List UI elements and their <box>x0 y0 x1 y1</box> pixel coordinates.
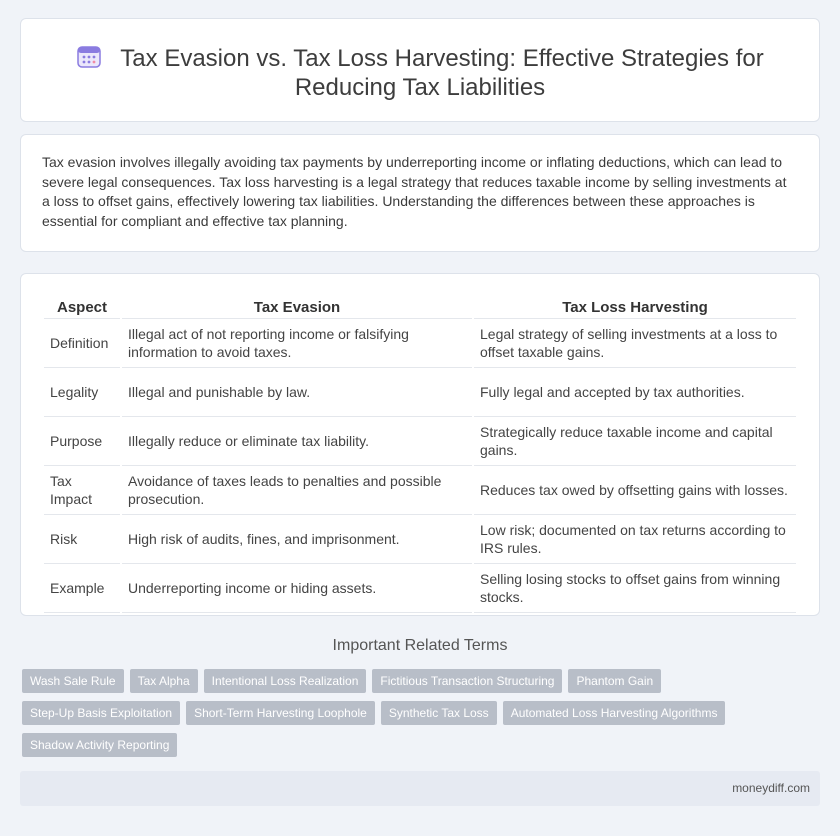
comparison-card <box>20 273 820 616</box>
tag-tax-alpha[interactable]: Tax Alpha <box>130 669 198 693</box>
row-aspect: Definition <box>44 319 120 368</box>
title-line-1: Tax Evasion vs. Tax Loss Harvesting: Effective Strategies for <box>120 45 764 72</box>
calendar-icon <box>76 43 102 69</box>
tag-automated-loss-harvesting-algorithms[interactable]: Automated Loss Harvesting Algorithms <box>503 701 726 725</box>
tag-shadow-activity-reporting[interactable]: Shadow Activity Reporting <box>22 733 177 757</box>
table-header-row <box>44 294 796 319</box>
table-row <box>44 417 796 466</box>
related-terms-heading: Important Related Terms <box>332 637 508 654</box>
row-tax-loss-harvesting: Fully legal and accepted by tax authorities. <box>474 368 796 417</box>
row-tax-loss-harvesting: Strategically reduce taxable income and capital gains. <box>474 417 796 466</box>
row-tax-evasion: Avoidance of taxes leads to penalties and possible prosecution. <box>122 466 472 515</box>
row-tax-loss-harvesting: Selling losing stocks to offset gains from winning stocks. <box>474 564 796 613</box>
row-tax-loss-harvesting: Reduces tax owed by offsetting gains with losses. <box>474 466 796 515</box>
tag-synthetic-tax-loss[interactable]: Synthetic Tax Loss <box>381 701 497 725</box>
row-aspect: Example <box>44 564 120 613</box>
intro-paragraph: Tax evasion involves illegally avoiding tax payments by underreporting income or inflating deductions, which can lead to severe legal consequences. Tax loss harvesting is a legal strategy that reduces taxable income by selling investments at a loss to offset gains, effectively lowering tax liabilities. Understanding the differences between these approaches is essential for compliant and effective tax planning. <box>42 154 787 229</box>
row-tax-loss-harvesting: Low risk; documented on tax returns according to IRS rules. <box>474 515 796 564</box>
page-title <box>21 43 819 102</box>
row-aspect: Tax Impact <box>44 466 120 515</box>
footer <box>20 771 820 806</box>
header-aspect: Aspect <box>44 294 120 319</box>
row-aspect: Purpose <box>44 417 120 466</box>
tag-row <box>22 669 822 693</box>
tag-fictitious-transaction-structuring[interactable]: Fictitious Transaction Structuring <box>372 669 562 693</box>
row-aspect: Legality <box>44 368 120 417</box>
row-tax-loss-harvesting: Legal strategy of selling investments at a loss to offset taxable gains. <box>474 319 796 368</box>
tag-row <box>22 701 822 725</box>
table-row <box>44 515 796 564</box>
table-row <box>44 319 796 368</box>
tag-intentional-loss-realization[interactable]: Intentional Loss Realization <box>204 669 367 693</box>
title-line-2: Reducing Tax Liabilities <box>294 74 546 101</box>
title-card <box>20 18 820 122</box>
tag-wash-sale-rule[interactable]: Wash Sale Rule <box>22 669 124 693</box>
tag-short-term-harvesting-loophole[interactable]: Short-Term Harvesting Loophole <box>186 701 375 725</box>
tag-row <box>22 733 822 757</box>
related-terms-tags <box>22 669 822 765</box>
table-row <box>44 564 796 613</box>
row-tax-evasion: Illegal act of not reporting income or falsifying information to avoid taxes. <box>122 319 472 368</box>
row-tax-evasion: High risk of audits, fines, and imprisonment. <box>122 515 472 564</box>
row-tax-evasion: Illegally reduce or eliminate tax liability. <box>122 417 472 466</box>
table-row <box>44 466 796 515</box>
header-tax-loss-harvesting: Tax Loss Harvesting <box>474 294 796 319</box>
tag-phantom-gain[interactable]: Phantom Gain <box>568 669 661 693</box>
table-row <box>44 368 796 417</box>
tag-step-up-basis-exploitation[interactable]: Step-Up Basis Exploitation <box>22 701 180 725</box>
row-tax-evasion: Underreporting income or hiding assets. <box>122 564 472 613</box>
header-tax-evasion: Tax Evasion <box>122 294 472 319</box>
footer-site[interactable]: moneydiff.com <box>732 781 810 795</box>
row-aspect: Risk <box>44 515 120 564</box>
comparison-table <box>42 294 798 613</box>
intro-card <box>20 134 820 252</box>
row-tax-evasion: Illegal and punishable by law. <box>122 368 472 417</box>
